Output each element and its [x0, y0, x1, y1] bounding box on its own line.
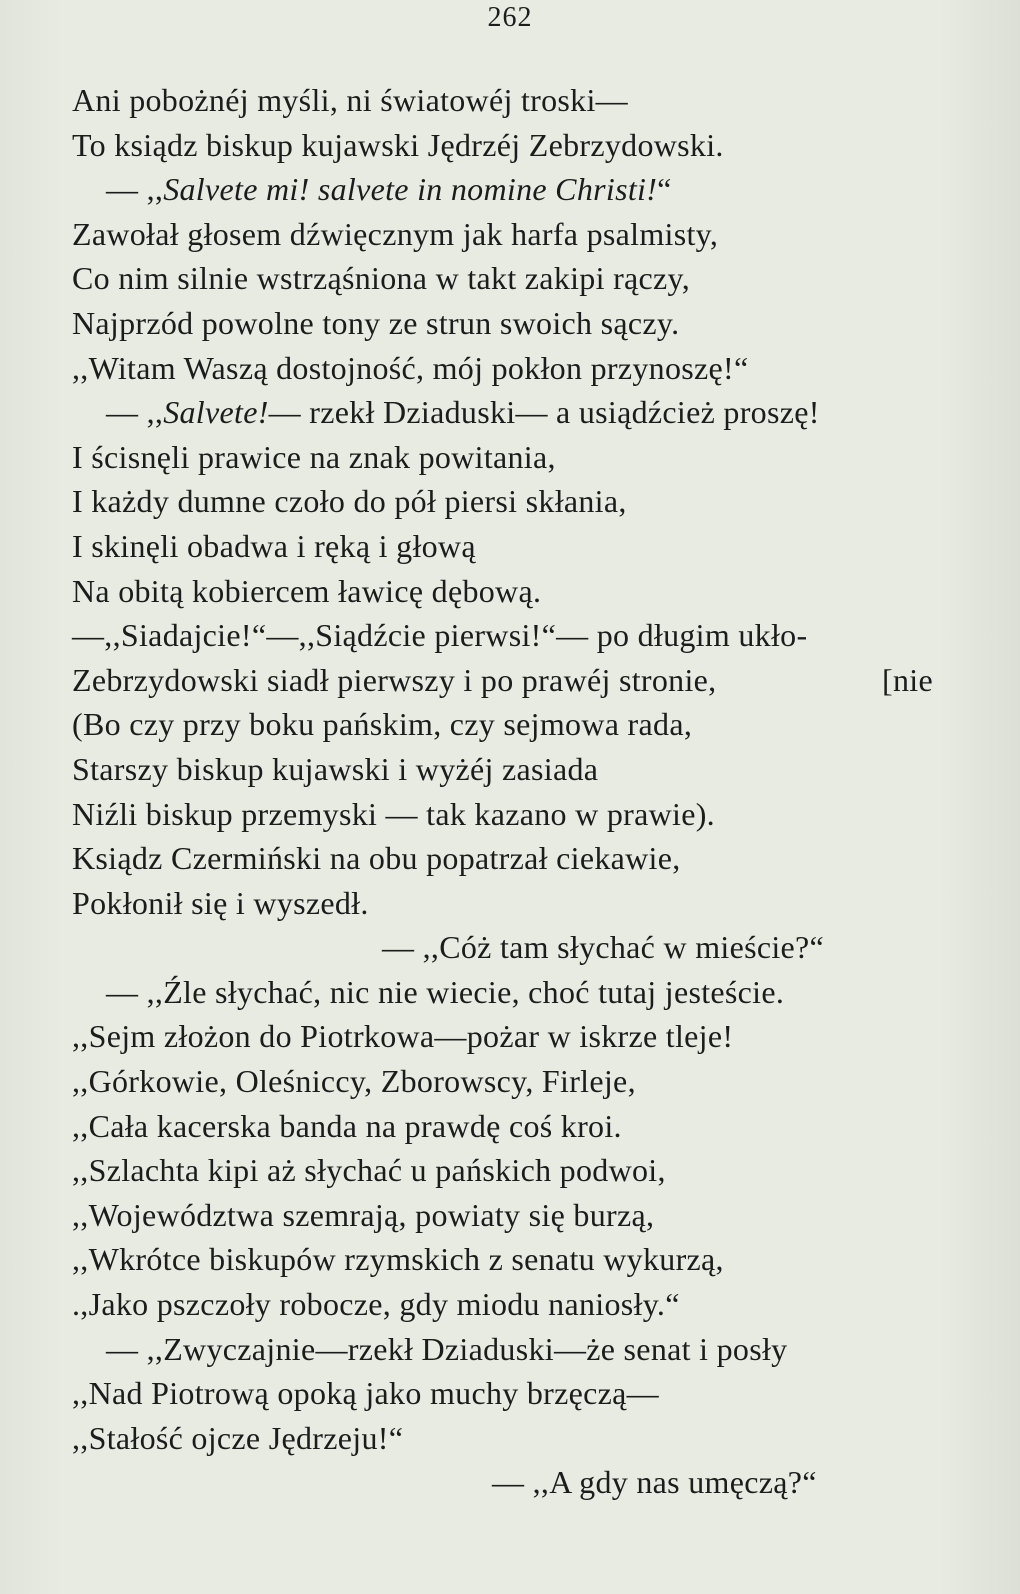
poem-line-8: — ,,Salvete!— rzekł Dziaduski— a usiądźcież proszę! [106, 394, 820, 431]
poem-line-4: Zawołał głosem dźwięcznym jak harfa psalmisty, [72, 215, 719, 252]
carry-over-word: [nie [882, 661, 933, 698]
poem-line-31: ,,Stałość ojcze Jędrzeju!“ [72, 1419, 404, 1456]
poem-line-11: I skinęli obadwa i ręką i głową [72, 527, 476, 564]
poem-line-9: I ścisnęli prawice na znak powitania, [72, 438, 556, 475]
poem-line-16: Starszy biskup kujawski i wyżéj zasiada [72, 750, 599, 787]
poem-line-23: ,,Górkowie, Oleśniccy, Zborowscy, Firleje, [72, 1063, 636, 1100]
poem-line-14: Zebrzydowski siadł pierwszy i po prawéj stronie, [nie [72, 658, 952, 703]
poem-line-13: —,,Siadajcie!“—,,Siądźcie pierwsi!“— po długim ukło- [72, 617, 808, 654]
poem-line-30: ,,Nad Piotrową opoką jako muchy brzęczą— [72, 1375, 659, 1412]
poem-line-28: .,Jako pszczoły robocze, gdy miodu naniosły.“ [72, 1286, 680, 1323]
poem-line-27: ,,Wkrótce biskupów rzymskich z senatu wykurzą, [72, 1241, 724, 1278]
poem-line-18: Ksiądz Czermiński na obu popatrzał ciekawie, [72, 840, 681, 877]
poem-line-12: Na obitą kobiercem ławicę dębową. [72, 572, 542, 609]
poem-line-17: Niźli biskup przemyski — tak kazano w prawie). [72, 795, 715, 832]
poem-line-21: — ,,Źle słychać, nic nie wiecie, choć tutaj jesteście. [106, 973, 785, 1010]
poem-line-24: ,,Cała kacerska banda na prawdę coś kroi. [72, 1107, 622, 1144]
poem-line-10: I każdy dumne czoło do pół piersi skłania, [72, 483, 627, 520]
poem-line-5: Co nim silnie wstrząśniona w takt zakipi rączy, [72, 260, 691, 297]
poem-line-32: — ,,A gdy nas umęczą?“ [492, 1464, 817, 1501]
poem-line-25: ,,Szlachta kipi aż słychać u pańskich podwoi, [72, 1152, 666, 1189]
poem-line-6: Najprzód powolne tony ze strun swoich sączy. [72, 304, 680, 341]
poem-line-15: (Bo czy przy boku pańskim, czy sejmowa rada, [72, 706, 693, 743]
poem-text [72, 78, 952, 1505]
poem-line-2: To ksiądz biskup kujawski Jędrzéj Zebrzydowski. [72, 126, 724, 163]
poem-line-1: Ani pobożnéj myśli, ni światowéj troski— [72, 82, 628, 118]
poem-line-3: — ,,Salvete mi! salvete in nomine Christi!“ [106, 171, 672, 208]
poem-line-22: ,,Sejm złożon do Piotrkowa—pożar w iskrze tleje! [72, 1018, 734, 1055]
poem-line-7: ,,Witam Waszą dostojność, mój pokłon przynoszę!“ [72, 349, 749, 386]
poem-line-29: — ,,Zwyczajnie—rzekł Dziaduski—że senat i posły [106, 1330, 788, 1367]
poem-line-19: Pokłonił się i wyszedł. [72, 884, 369, 921]
page-number: 262 [487, 2, 533, 33]
poem-line-26: ,,Województwa szemrają, powiaty się burzą, [72, 1196, 655, 1233]
poem-line-20: — ,,Cóż tam słychać w mieście?“ [382, 929, 825, 966]
